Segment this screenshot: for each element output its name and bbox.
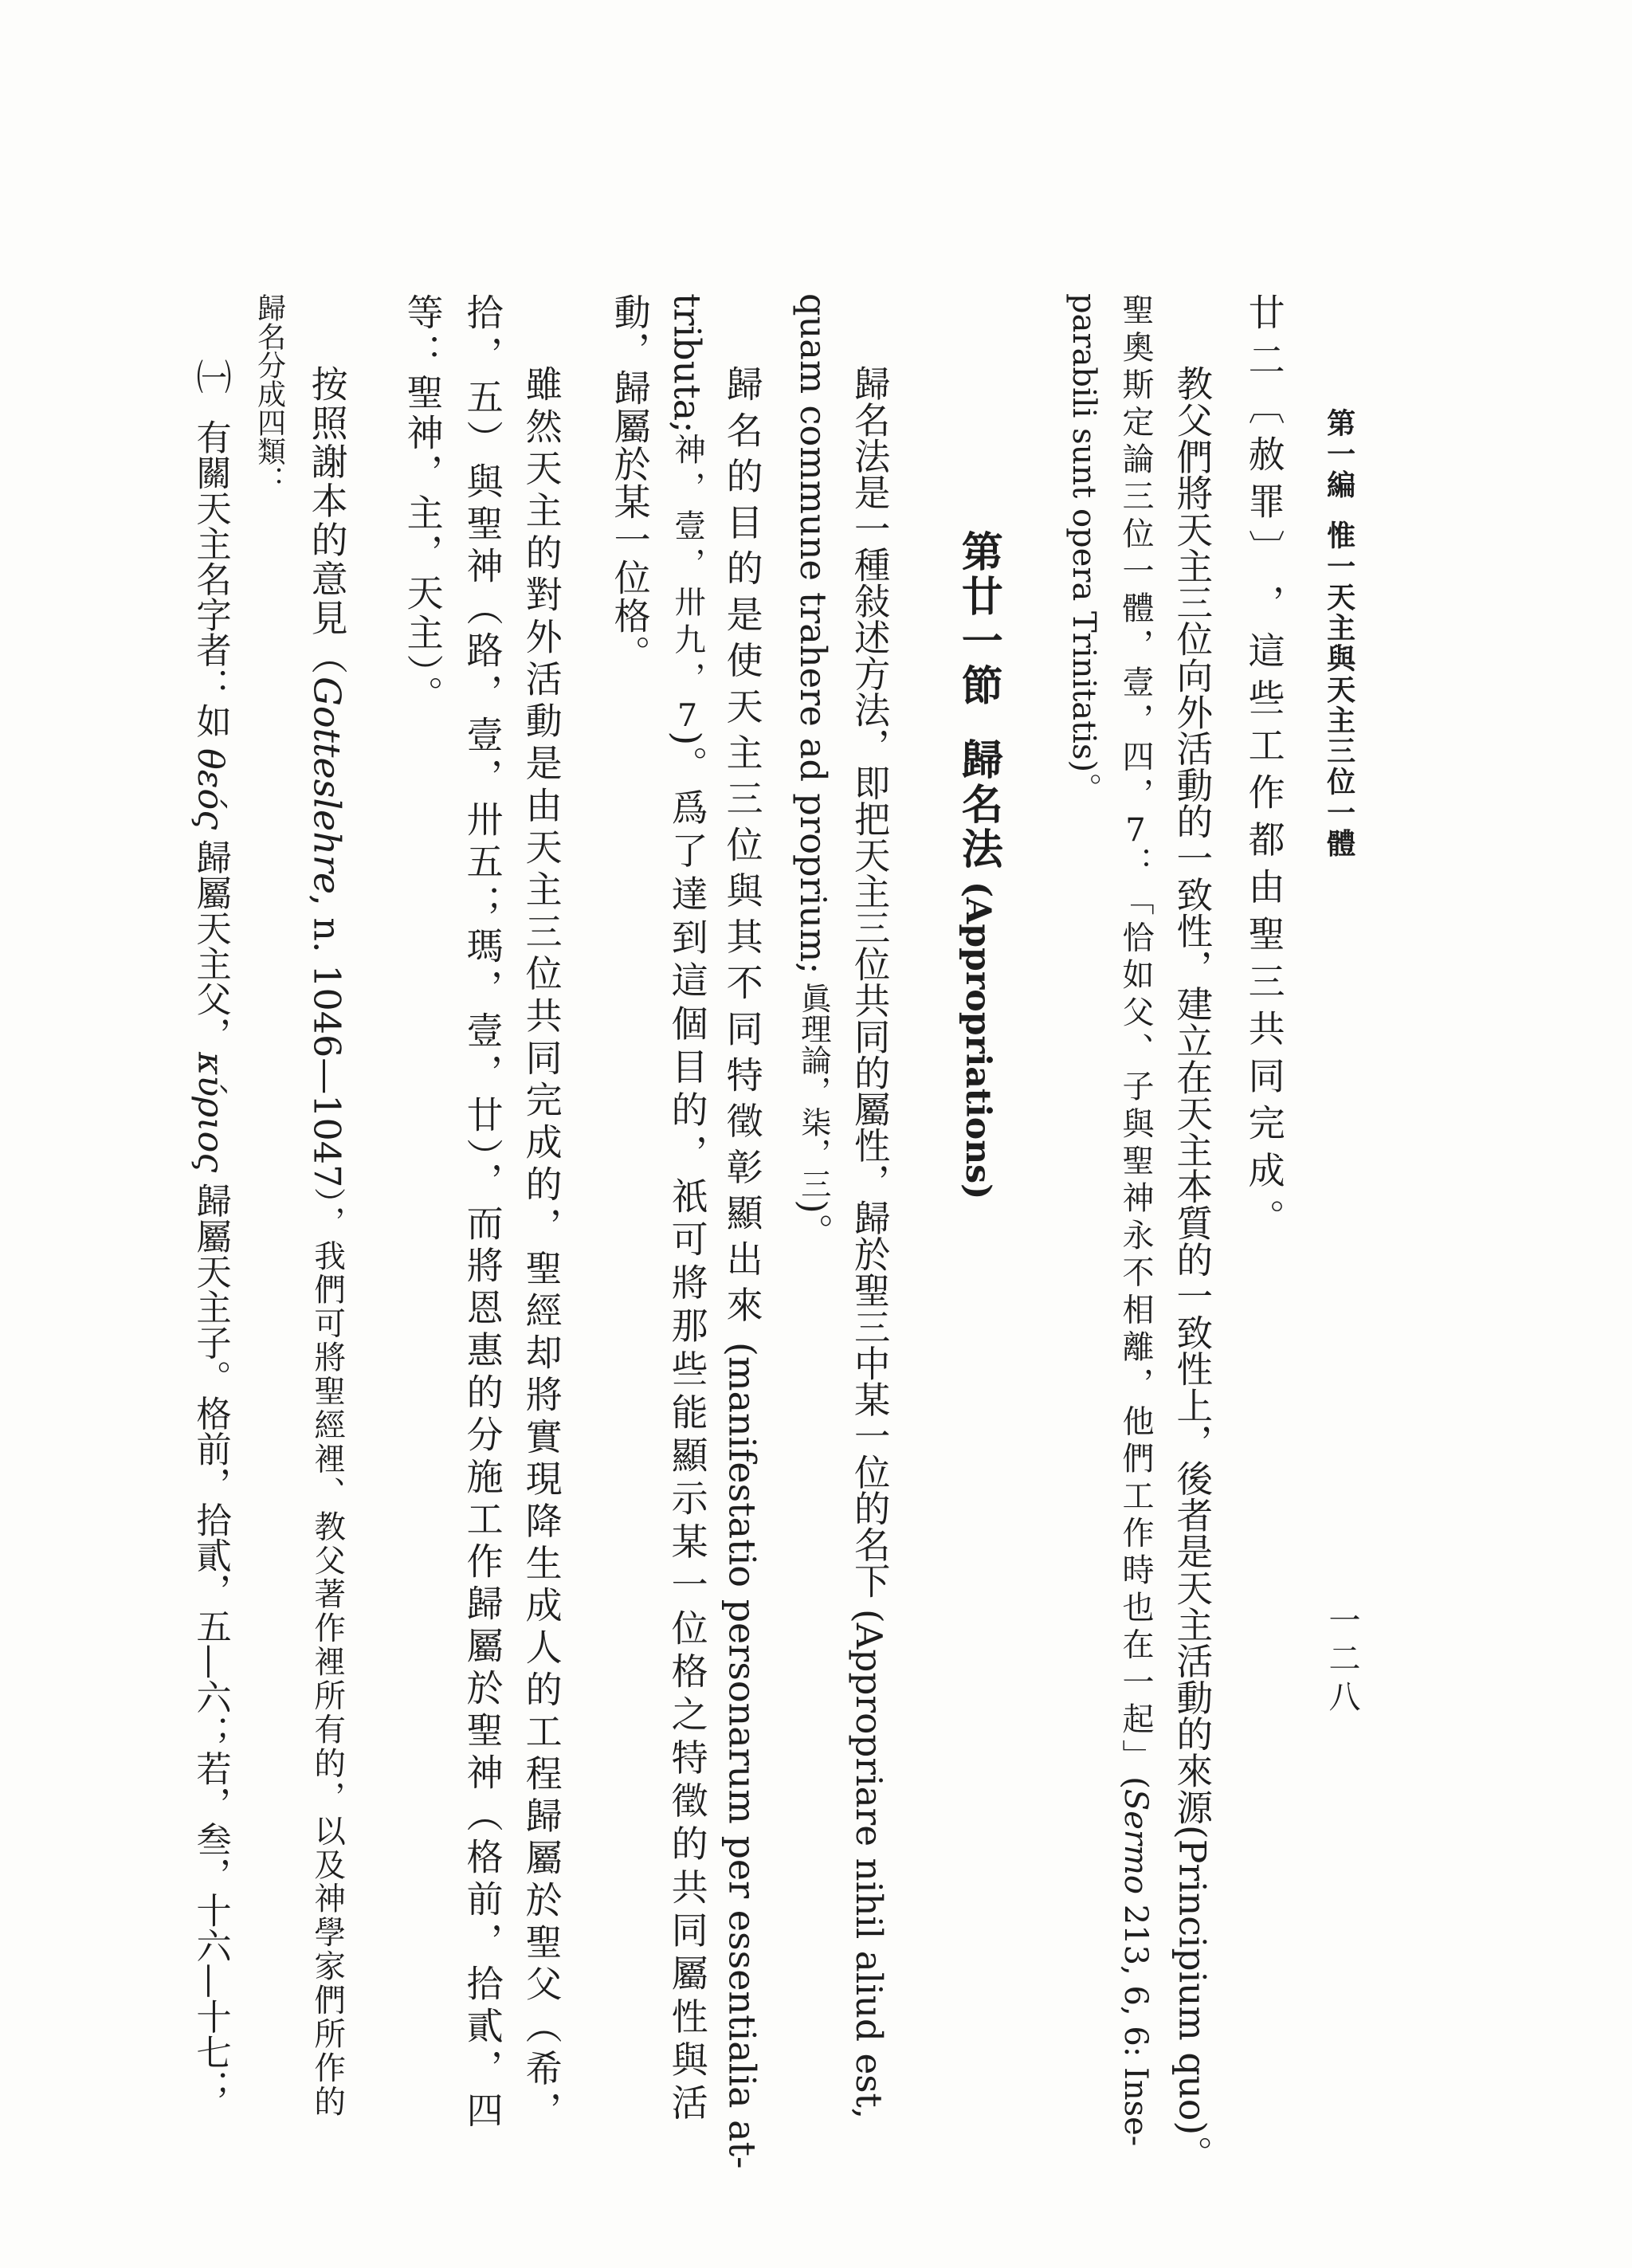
running-head-title: 惟一天主與天主三位一體 <box>1322 520 1356 860</box>
list-marker: ㈠ <box>190 359 231 394</box>
latin-phrase: quam commune trahere ad proprium; <box>791 293 834 975</box>
text-segment: 。 <box>1171 2135 1214 2172</box>
text-column-8 <box>519 365 563 2133</box>
text-column-11 <box>304 365 348 2119</box>
text-column-10 <box>400 293 444 716</box>
latin-phrase: ) <box>791 1199 834 1214</box>
latin-phrase: ) <box>665 731 709 746</box>
latin-phrase: (manifestatio personarum per essentialia at- <box>720 1342 764 2169</box>
text-segment: 按照謝本的意見（ <box>305 365 349 677</box>
section-heading <box>953 530 1002 1199</box>
section-title-latin: (Appropriations) <box>958 881 998 1200</box>
text-segment: 歸名的目的是使天主三位與其不同特徵彰顯出來 <box>720 365 764 1332</box>
text-segment: 歸名分成四類： <box>253 293 286 494</box>
greek-term: κύριος <box>190 1052 231 1173</box>
text-segment: 拾，五）與聖神（路，壹，卅五；瑪，壹，廿），而將恩惠的分施工作歸屬於聖神（格前，拾貳，四 <box>461 293 504 2133</box>
text-segment: 。爲了達到這個目的，祇可將那些能顯示某一位格之特徵的共同屬性與活 <box>665 745 709 2127</box>
text-segment: 等：聖神，主，天主）。 <box>401 293 445 716</box>
text-column-6 <box>665 293 708 2127</box>
quotation-column-1 <box>1116 293 1155 2146</box>
latin-phrase: (Principium quo) <box>1171 1824 1214 2136</box>
page-number: 一二八 <box>1324 1603 1360 1718</box>
text-segment: 。 <box>791 1213 834 1250</box>
text-segment: 有關天主名字者：如 <box>190 418 231 739</box>
section-title: 歸名法 <box>954 737 1003 872</box>
citation: 眞理論，柒，三 <box>794 983 831 1200</box>
text-segment: 歸名法是一種敍述方法，即把天主三位共同的屬性，歸於聖三中某一位的名下 <box>848 365 891 1599</box>
text-segment: 。 <box>1065 772 1102 837</box>
text-column-1 <box>1242 293 1285 1246</box>
text-segment: 歸屬天主子。格前，拾貳，五—六；若，叁，十六—十七； <box>190 1182 231 2105</box>
latin-phrase: parabili sunt opera Trinitatis) <box>1065 293 1102 773</box>
latin-phrase: 213, 6, 6: Inse- <box>1117 1894 1154 2147</box>
latin-phrase: tributa; <box>665 293 709 434</box>
running-head <box>1321 408 1355 859</box>
text-segment: 廿二〔赦罪〕 <box>1242 293 1286 559</box>
text-segment: 動，歸屬於某一位格。 <box>608 293 652 673</box>
text-segment: 教父們將天主三位向外活動的一致性，建立在天主本質的一致性上，後者是天主活動的來源 <box>1171 365 1214 1825</box>
latin-title: Gotteslehre <box>305 677 349 895</box>
text-segment: 歸屬天主父， <box>190 839 231 1053</box>
text-segment: ），我們可將聖經裡、教父著作裡所有的，以及神學家們所作的 <box>308 1187 346 2119</box>
running-head-part: 第一編 <box>1322 408 1356 500</box>
text-column-4 <box>790 293 834 1250</box>
quotation-column-2 <box>1065 293 1103 837</box>
greek-term: θεός <box>190 747 231 830</box>
latin-phrase: (Appropriare nihil aliud est, <box>848 1608 891 2119</box>
latin-title: Sermo <box>1117 1788 1154 1895</box>
text-column-2 <box>1170 365 1214 2172</box>
digit: 7 <box>1125 814 1146 846</box>
latin-phrase: ( <box>1117 1776 1154 1789</box>
digit: 7 <box>677 699 698 732</box>
text-segment: ，這些工作都由聖三共同完成。 <box>1242 583 1286 1246</box>
text-column-5 <box>720 365 763 2169</box>
latin-phrase: , n. 1046—1047 <box>305 894 349 1188</box>
text-segment: ：「恰如父、子與聖神永不相離，他們工作時也在一起」 <box>1117 846 1154 1777</box>
citation: 神，壹，卅九， <box>669 433 706 700</box>
text-segment: 雖然天主的對外活動是由天主三位共同完成的，聖經却將實現降生成人的工程歸屬於聖父（希， <box>520 365 563 2133</box>
text-column-13 <box>189 359 231 2105</box>
text-column-9 <box>460 293 504 2133</box>
text-column-7 <box>607 293 651 673</box>
section-number: 第廿一節 <box>954 530 1003 709</box>
text-column-12 <box>252 293 286 494</box>
text-column-3 <box>847 365 890 2119</box>
text-segment: 聖奧斯定論三位一體，壹，四， <box>1117 293 1154 814</box>
